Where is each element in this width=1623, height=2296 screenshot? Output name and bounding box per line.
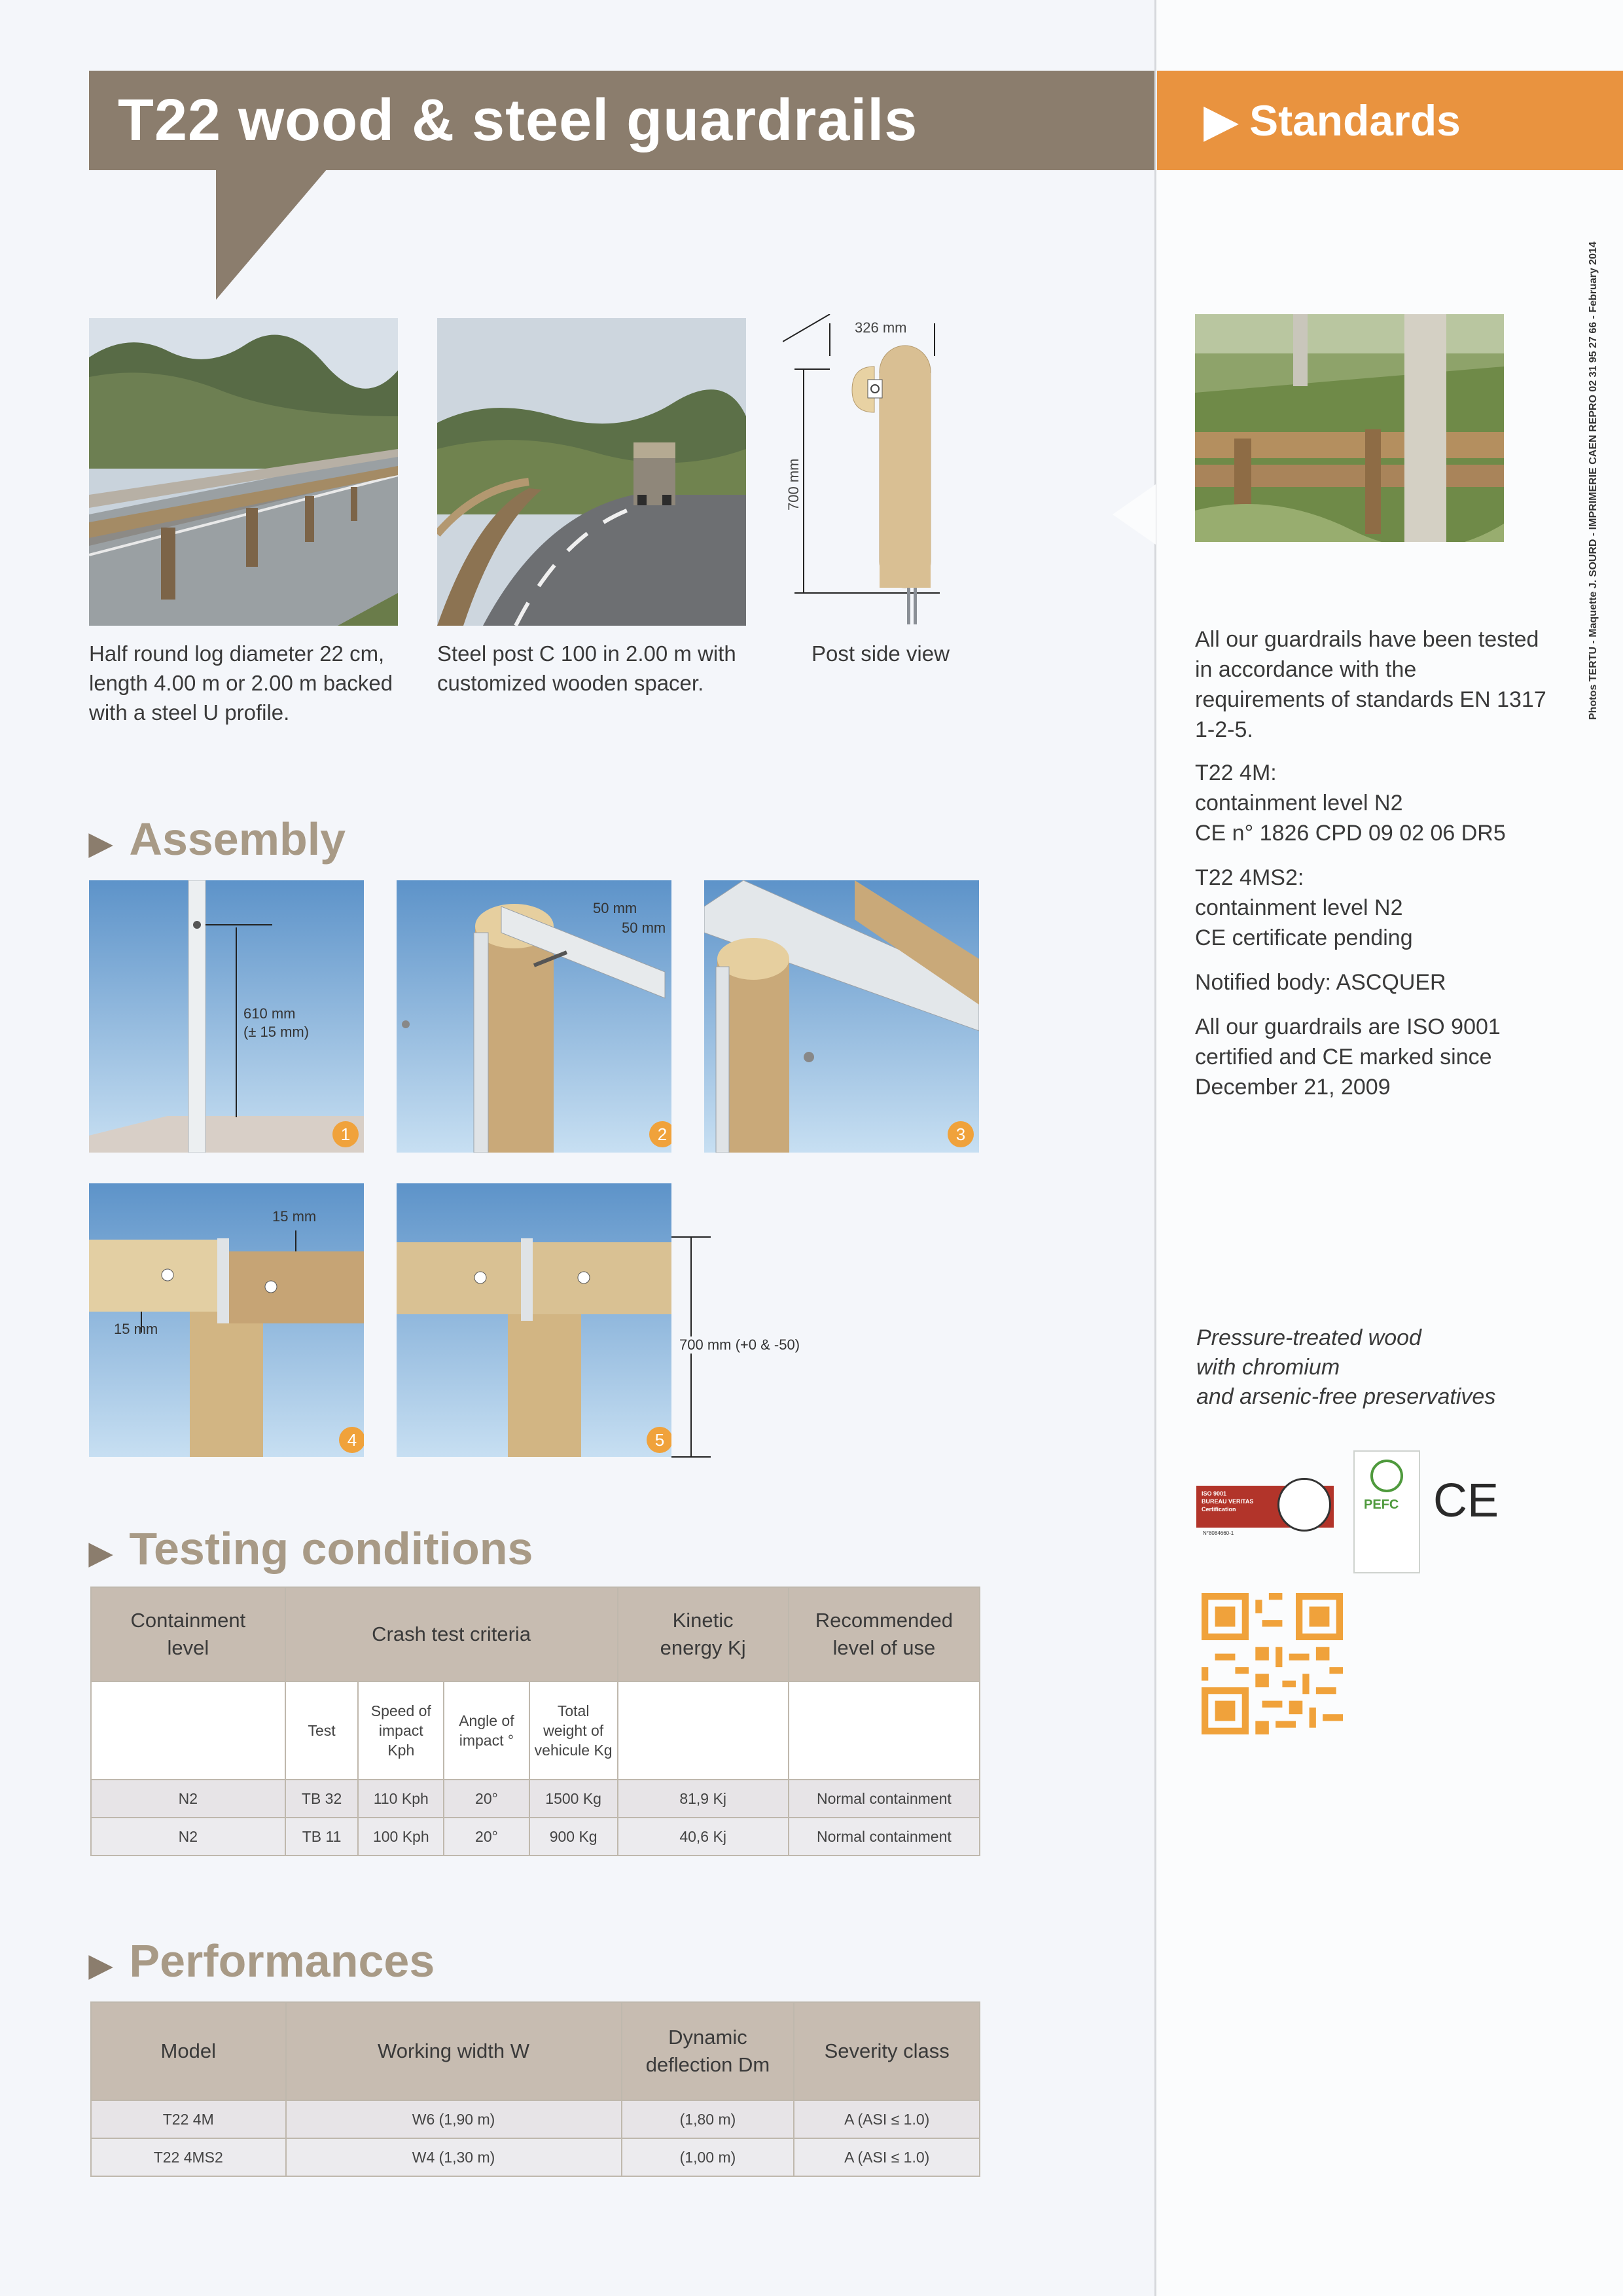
step1-height-label: 610 mm (± 15 mm) [243,1005,310,1040]
step-number-2: 2 [649,1121,671,1147]
step4-label-bottom: 15 mm [114,1321,158,1337]
testing-conditions-heading: ▶ Testing conditions [89,1523,533,1574]
panel-notch [1113,484,1156,545]
table-row: N2 TB 11 100 Kph 20° 900 Kg 40,6 Kj Normal containment [91,1818,980,1856]
standards-t22-4ms2: T22 4MS2: containment level N2 CE certificate pending [1195,865,1413,950]
play-icon: ▶ [1204,96,1250,145]
testing-conditions-table [90,1587,980,1856]
title-banner-pointer [216,169,327,300]
post-width-label: 326 mm [855,319,907,336]
print-credit: Photos TERTU - Maquette J. SOURD - IMPRIMERIE CAEN REPRO 02 31 95 27 66 - February 2014 [1588,242,1599,720]
table-row: T22 4MS2 W4 (1,30 m) (1,00 m) A (ASI ≤ 1.0) [91,2138,980,2176]
subheader-weight: Total weight of vehicule Kg [529,1681,618,1780]
play-icon: ▶ [89,1535,113,1570]
iso-certification-text: All our guardrails are ISO 9001 certified and CE marked since December 21, 2009 [1195,1014,1501,1100]
standards-intro: All our guardrails have been tested in accordance with the requirements of standards EN 1317 1-2-5. [1195,627,1546,742]
step-number-5: 5 [647,1427,671,1453]
performances-table [90,2001,980,2177]
assembly-step-5 [397,1183,671,1457]
assembly-heading: ▶ Assembly [89,814,346,865]
subheader-angle: Angle of impact ° [444,1681,529,1780]
bureau-veritas-seal-icon [1277,1478,1331,1532]
subheader-empty [789,1681,980,1780]
play-icon: ▶ [89,825,113,860]
step2-label-b: 50 mm [622,920,666,936]
header-working-width: Working width W [286,2002,622,2100]
header-recommended-level: Recommended level of use [789,1587,980,1681]
header-kinetic-energy: Kinetic energy Kj [618,1587,789,1681]
curved-road-photo-caption: Steel post C 100 in 2.00 m with customized wooden spacer. [437,641,736,695]
step5-height-label: 700 mm (+0 & -50) [679,1336,800,1353]
header-dynamic-deflection: Dynamic deflection Dm [622,2002,794,2100]
highway-photo [89,318,398,626]
standards-heading: ▶ Standards [1204,96,1461,145]
step2-label-a: 50 mm [593,900,637,916]
step-number-1: 1 [332,1121,359,1147]
pefc-tree-icon [1370,1460,1403,1492]
subheader-test: Test [285,1681,359,1780]
subheader-speed: Speed of impact Kph [358,1681,444,1780]
ce-mark: CE [1433,1475,1499,1527]
post-side-view-caption: Post side view [812,641,950,666]
assembly-step-2 [397,880,671,1153]
performances-heading: ▶ Performances [89,1935,435,1986]
assembly-step-3 [704,880,979,1153]
header-model: Model [91,2002,286,2100]
notified-body: Notified body: ASCQUER [1195,970,1446,995]
step4-label-top: 15 mm [272,1208,317,1225]
table-row: N2 TB 32 110 Kph 20° 1500 Kg 81,9 Kj Normal containment [91,1780,980,1818]
table-row: T22 4M W6 (1,90 m) (1,80 m) A (ASI ≤ 1.0) [91,2100,980,2138]
bureau-veritas-logo: ISO 9001 BUREAU VERITAS Certification N°8084660-1 [1196,1471,1334,1539]
curved-road-photo [437,318,746,626]
header-severity-class: Severity class [794,2002,980,2100]
assembly-step-4 [89,1183,364,1457]
page-title: T22 wood & steel guardrails [118,88,918,153]
subheader-empty [618,1681,789,1780]
assembly-step-1 [89,880,364,1153]
step-number-4: 4 [339,1427,364,1453]
pefc-logo: PEFC [1353,1450,1420,1573]
qr-code-icon [1202,1593,1343,1734]
highway-photo-caption: Half round log diameter 22 cm, length 4.00 m or 2.00 m backed with a steel U profile. [89,641,393,725]
header-crash-test-criteria: Crash test criteria [285,1587,618,1681]
post-side-view-diagram [783,314,953,628]
post-height-label: 700 mm [785,458,802,511]
step-number-3: 3 [948,1121,974,1147]
subheader-empty [91,1681,285,1780]
treated-wood-note: Pressure-treated wood with chromium and arsenic-free preservatives [1196,1325,1496,1409]
header-containment-level: Containment level [91,1587,285,1681]
standards-t22-4m: T22 4M: containment level N2 CE n° 1826 CPD 09 02 06 DR5 [1195,761,1506,846]
guardrail-tree-photo [1195,314,1504,542]
play-icon: ▶ [89,1947,113,1982]
